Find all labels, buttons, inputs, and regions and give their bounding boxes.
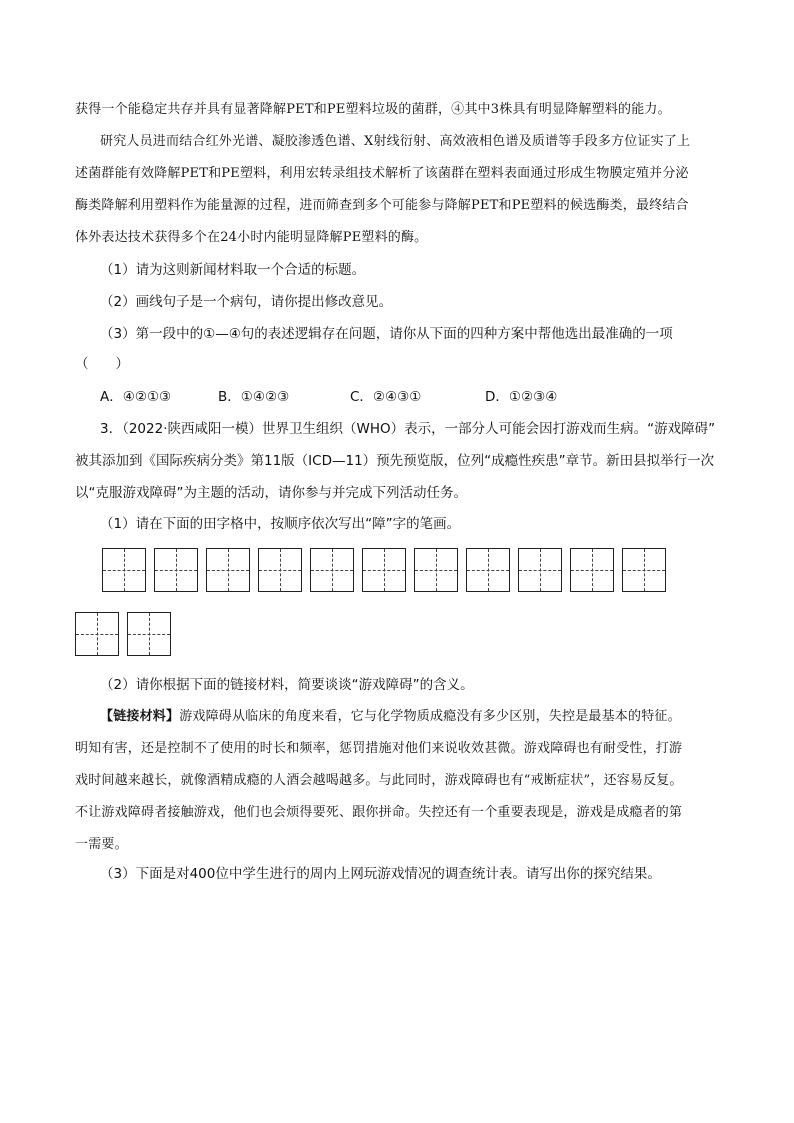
tianzige-cell[interactable]	[518, 548, 562, 592]
article-para2-line-2: 述菌群能有效降解PET和PE塑料，利用宏转录组技术解析了该菌群在塑料表面通过形成生物膜定殖并分泌	[75, 166, 689, 181]
tianzige-cell[interactable]	[362, 548, 406, 592]
tianzige-cell[interactable]	[127, 612, 171, 656]
material-line-5: 一需要。	[75, 837, 128, 852]
tianzige-cell[interactable]	[75, 612, 119, 656]
tianzige-row-2	[75, 612, 185, 658]
material-text-1: 游戏障碍从临床的角度来看，它与化学物质成瘾没有多少区别，失控是最基本的特征。	[179, 709, 681, 724]
material-line-2: 明知有害，还是控制不了使用的时长和频率，惩罚措施对他们来说收效甚微。游戏障碍也有耐受性，打游	[75, 741, 683, 756]
q3-sub3: （3）下面是对400位中学生进行的周内上网玩游戏情况的调查统计表。请写出你的探究结果。	[100, 866, 661, 882]
article-para2-line-1: 研究人员进而结合红外光谱、凝胶渗透色谱、X射线衍射、高效液相色谱及质谱等手段多方位证实了上	[100, 134, 691, 149]
tianzige-cell[interactable]	[258, 548, 302, 592]
material-line-1	[100, 708, 725, 726]
article-line-1: 获得一个能稳定共存并具有显著降解PET和PE塑料垃圾的菌群，④其中3株具有明显降解塑料的能力。	[75, 102, 671, 117]
q3-sub2: （2）请你根据下面的链接材料，简要谈谈“游戏障碍”的含义。	[100, 677, 474, 693]
tianzige-cell[interactable]	[466, 548, 510, 592]
tianzige-row-1	[102, 548, 682, 594]
answer-options	[100, 388, 620, 406]
answer-parentheses: （ ）	[75, 356, 129, 372]
tianzige-cell[interactable]	[570, 548, 614, 592]
q2-sub3: （3）第一段中的①—④句的表述逻辑存在问题，请你从下面的四种方案中帮他选出最准确的一项	[100, 326, 673, 342]
option-a[interactable]: A．④②①③	[100, 389, 172, 405]
option-b[interactable]: B．①④②③	[218, 389, 290, 405]
tianzige-cell[interactable]	[414, 548, 458, 592]
q3-intro-line-1: 3．（2022·陕西咸阳一模）世界卫生组织（WHO）表示，一部分人可能会因打游戏而生病。“游戏障碍”	[100, 421, 716, 437]
material-line-3: 戏时间越来越长，就像酒精成瘾的人酒会越喝越多。与此同时，游戏障碍也有“戒断症状”，还容易反复。	[75, 773, 683, 788]
tianzige-cell[interactable]	[102, 548, 146, 592]
tianzige-cell[interactable]	[310, 548, 354, 592]
q3-intro-line-2: 被其添加到《国际疾病分类》第11版（ICD—11）预先预览版，位列“成瘾性疾患”章节。新田县拟举行一次	[75, 453, 715, 469]
tianzige-cell[interactable]	[622, 548, 666, 592]
option-d[interactable]: D．①②③④	[485, 389, 558, 405]
q3-sub1: （1）请在下面的田字格中，按顺序依次写出“障”字的笔画。	[100, 516, 461, 532]
article-para2-line-4: 体外表达技术获得多个在24小时内能明显降解PE塑料的酶。	[75, 230, 428, 245]
material-label: 【链接材料】	[100, 709, 180, 724]
option-c[interactable]: C．②④③①	[350, 389, 422, 405]
q3-intro-line-3: 以“克服游戏障碍”为主题的活动，请你参与并完成下列活动任务。	[75, 485, 467, 501]
tianzige-cell[interactable]	[206, 548, 250, 592]
q2-sub2: （2）画线句子是一个病句，请你提出修改意见。	[100, 294, 393, 310]
material-line-4: 不让游戏障碍者接触游戏，他们也会烦得要死、跟你拼命。失控还有一个重要表现是，游戏是成瘾者的第	[75, 805, 683, 820]
q2-sub1: （1）请为这则新闻材料取一个合适的标题。	[100, 262, 366, 278]
article-para2-line-3: 酶类降解利用塑料作为能量源的过程，进而筛查到多个可能参与降解PET和PE塑料的候选酶类，最终结合	[75, 198, 689, 213]
tianzige-cell[interactable]	[154, 548, 198, 592]
